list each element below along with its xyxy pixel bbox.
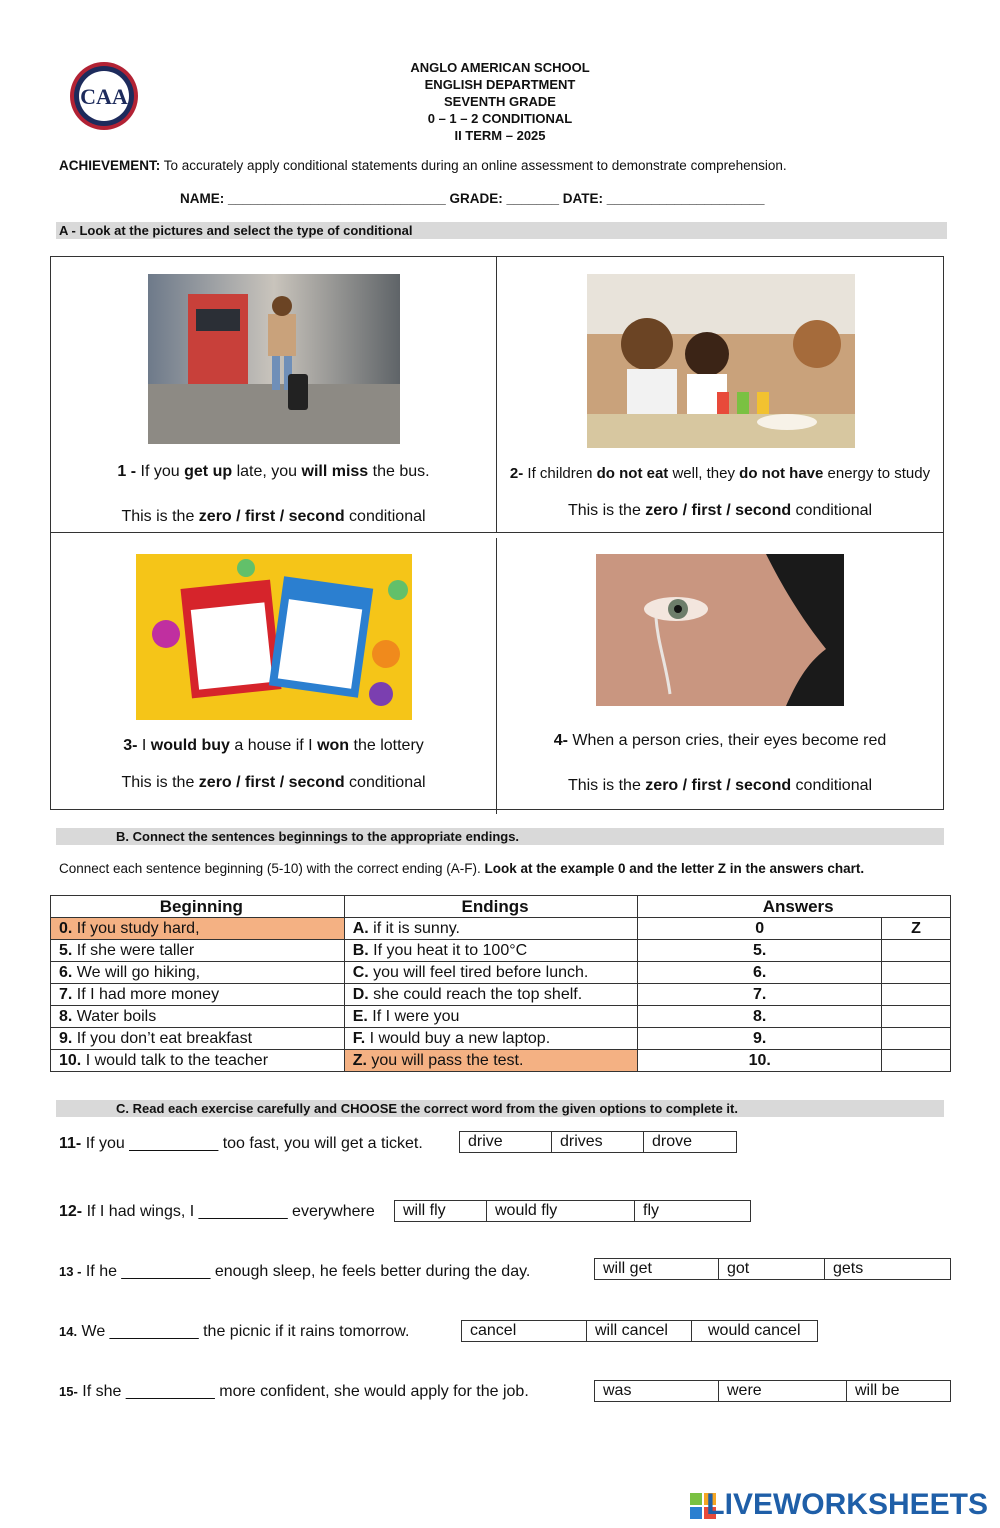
row-letter: C. <box>352 963 369 981</box>
instruction-text: Connect each sentence beginning (5-10) with the correct ending (A-F). <box>59 861 485 876</box>
answer-number: 0 <box>638 918 882 940</box>
question-number: 13 - <box>59 1264 82 1279</box>
question-number: 14. <box>59 1324 78 1339</box>
options-14 <box>461 1320 818 1342</box>
question-13 <box>59 1263 530 1281</box>
choice-options[interactable]: zero / first / second <box>198 508 345 525</box>
beginning-cell <box>51 1028 345 1050</box>
option[interactable]: cancel <box>462 1321 587 1341</box>
bold-verb: do not eat <box>596 465 669 482</box>
header-endings: Endings <box>344 896 638 918</box>
row-text: if it is sunny. <box>368 919 460 937</box>
row-letter: B. <box>352 941 369 959</box>
row-letter: D. <box>352 985 369 1003</box>
conditional-choice-1[interactable] <box>51 508 496 526</box>
school-logo <box>68 60 140 132</box>
question-text: We __________ the picnic if it rains tomorrow. <box>77 1323 410 1340</box>
question-text: If she __________ more confident, she would apply for the job. <box>77 1383 529 1400</box>
beginning-cell <box>51 918 345 940</box>
option[interactable]: would cancel <box>708 1322 801 1339</box>
ending-cell <box>344 940 638 962</box>
option[interactable]: were <box>719 1381 847 1401</box>
ending-cell <box>344 1028 638 1050</box>
picture-cell-1 <box>51 257 497 533</box>
crying-eye-picture <box>596 554 844 706</box>
row-text: If you don’t eat breakfast <box>72 1029 253 1047</box>
row-number: 0. <box>59 919 73 937</box>
table-row <box>51 940 951 962</box>
text: If children <box>523 465 597 482</box>
table-header-row <box>51 896 951 918</box>
header-beginning: Beginning <box>51 896 345 918</box>
row-text: you will feel tired before lunch. <box>368 963 589 981</box>
row-letter: A. <box>352 919 369 937</box>
option[interactable]: will cancel <box>587 1321 692 1341</box>
achievement <box>59 158 959 173</box>
options-13 <box>594 1258 951 1280</box>
text: the lottery <box>349 737 424 754</box>
table-row <box>51 1050 951 1072</box>
options-12 <box>394 1200 751 1222</box>
answer-input[interactable] <box>882 984 951 1006</box>
achievement-text: To accurately apply conditional statements during an online assessment to demonstrate comprehension. <box>160 158 787 173</box>
choice-options[interactable]: zero / first / second <box>645 502 792 519</box>
bold-verb: get up <box>184 463 233 480</box>
answer-input[interactable] <box>882 1050 951 1072</box>
choice-options[interactable]: zero / first / second <box>645 777 792 794</box>
row-number: 7. <box>59 985 73 1003</box>
row-number: 10. <box>59 1051 82 1069</box>
conditional-choice-2[interactable] <box>497 502 943 520</box>
option[interactable]: got <box>719 1259 825 1279</box>
item-number: 4- <box>553 732 568 749</box>
question-14 <box>59 1323 409 1341</box>
row-text: you will pass the test. <box>366 1051 524 1069</box>
sentence-1 <box>51 463 496 481</box>
row-text: I would buy a new laptop. <box>365 1029 551 1047</box>
bold-verb: do not have <box>739 465 824 482</box>
ending-cell <box>344 962 638 984</box>
header-answers: Answers <box>638 896 951 918</box>
table-row <box>51 918 951 940</box>
ending-cell <box>344 918 638 940</box>
text: the bus. <box>368 463 430 480</box>
table-row <box>51 984 951 1006</box>
text: conditional <box>344 508 426 525</box>
option[interactable]: fly <box>643 1202 659 1219</box>
header-line: SEVENTH GRADE <box>444 94 556 109</box>
option[interactable]: was <box>595 1381 719 1401</box>
row-number: 6. <box>59 963 73 981</box>
ending-cell <box>344 1050 638 1072</box>
row-letter: F. <box>352 1029 366 1047</box>
item-number: 2- <box>509 465 524 482</box>
achievement-label: ACHIEVEMENT: <box>59 158 161 173</box>
question-text: If I had wings, I __________ everywhere <box>82 1203 375 1220</box>
picture-grid <box>50 256 944 810</box>
section-a-title: A - Look at the pictures and select the type of conditional <box>56 222 947 239</box>
text: This is the <box>121 508 199 525</box>
question-11 <box>59 1135 423 1153</box>
beginning-cell <box>51 1050 345 1072</box>
item-number: 3- <box>123 737 138 754</box>
picture-cell-2 <box>497 257 943 533</box>
conditional-choice-3[interactable] <box>51 774 496 792</box>
text: When a person cries, their eyes become red <box>567 732 887 749</box>
beginning-cell <box>51 940 345 962</box>
header-line: ANGLO AMERICAN SCHOOL <box>410 60 590 75</box>
options-11 <box>459 1131 737 1153</box>
row-text: she could reach the top shelf. <box>368 985 583 1003</box>
question-number: 15- <box>59 1384 78 1399</box>
text: late, you <box>232 463 302 480</box>
beginning-cell <box>51 1006 345 1028</box>
bold-verb: won <box>317 737 350 754</box>
conditional-choice-4[interactable] <box>497 777 943 795</box>
text: conditional <box>791 777 873 794</box>
section-c-title: C. Read each exercise carefully and CHOOSE the correct word from the given options to complete it. <box>56 1100 944 1117</box>
section-b-instructions <box>59 861 959 876</box>
sentence-4 <box>497 732 943 750</box>
sentence-3 <box>51 737 496 755</box>
option[interactable]: drove <box>652 1133 693 1150</box>
picture-cell-3 <box>51 538 497 814</box>
option[interactable]: drives <box>552 1132 644 1152</box>
beginning-cell <box>51 962 345 984</box>
school-header <box>300 59 700 144</box>
row-text: We will go hiking, <box>72 963 201 981</box>
instruction-bold: Look at the example 0 and the letter Z in the answers chart. <box>484 861 865 876</box>
row-number: 9. <box>59 1029 73 1047</box>
sentence-2 <box>497 465 943 482</box>
row-text: If she were taller <box>72 941 195 959</box>
beginning-cell <box>51 984 345 1006</box>
text: energy to study <box>823 465 931 482</box>
bold-verb: would buy <box>150 737 230 754</box>
answer-input[interactable] <box>882 940 951 962</box>
header-line: ENGLISH DEPARTMENT <box>424 77 576 92</box>
text: well, they <box>668 465 740 482</box>
item-number: 1 - <box>117 463 137 480</box>
row-text: Water boils <box>72 1007 157 1025</box>
option[interactable]: gets <box>833 1260 864 1277</box>
matching-table <box>50 895 951 1072</box>
question-text: If you __________ too fast, you will get a ticket. <box>81 1135 423 1152</box>
table-row <box>51 1028 951 1050</box>
answer-number: 9. <box>638 1028 882 1050</box>
logo-text: CAA <box>80 84 128 109</box>
row-text: If you study hard, <box>72 919 200 937</box>
row-text: I would talk to the teacher <box>81 1051 269 1069</box>
row-letter: E. <box>352 1007 368 1025</box>
choice-options[interactable]: zero / first / second <box>198 774 345 791</box>
text: This is the <box>567 777 646 794</box>
answer-input[interactable] <box>882 1006 951 1028</box>
section-b-title: B. Connect the sentences beginnings to the appropriate endings. <box>56 828 944 845</box>
row-letter: Z. <box>352 1051 367 1069</box>
table-row <box>51 1006 951 1028</box>
header-line: 0 – 1 – 2 CONDITIONAL <box>427 111 573 126</box>
text: I <box>137 737 151 754</box>
text: If you <box>136 463 185 480</box>
answer-number: 7. <box>638 984 882 1006</box>
row-number: 5. <box>59 941 73 959</box>
ending-cell <box>344 984 638 1006</box>
text: This is the <box>567 502 646 519</box>
question-number: 11- <box>59 1135 82 1152</box>
header-line: II TERM – 2025 <box>454 128 546 143</box>
row-text: If you heat it to 100°C <box>368 941 528 959</box>
train-running-picture <box>148 274 400 444</box>
answer-number: 8. <box>638 1006 882 1028</box>
answer-input[interactable] <box>882 1028 951 1050</box>
lottery-picture <box>136 554 412 720</box>
table-row <box>51 962 951 984</box>
ending-cell <box>344 1006 638 1028</box>
text: a house if I <box>229 737 318 754</box>
option[interactable]: will fly <box>395 1201 487 1221</box>
question-15 <box>59 1383 529 1401</box>
option[interactable]: would fly <box>487 1201 635 1221</box>
answer-number: 6. <box>638 962 882 984</box>
option[interactable]: will be <box>855 1382 900 1399</box>
question-12 <box>59 1203 375 1221</box>
options-15 <box>594 1380 951 1402</box>
text: This is the <box>121 774 199 791</box>
picture-cell-4 <box>497 538 943 814</box>
answer-input[interactable] <box>882 962 951 984</box>
question-number: 12- <box>59 1203 83 1220</box>
children-eating-picture <box>587 274 855 448</box>
name-grade-date-line[interactable]: NAME: _____________________________ GRADE: _______ DATE: _____________________ <box>180 191 765 206</box>
row-number: 8. <box>59 1007 73 1025</box>
text: conditional <box>791 502 873 519</box>
text: conditional <box>344 774 426 791</box>
question-text: If he __________ enough sleep, he feels better during the day. <box>81 1263 531 1280</box>
answer-number: 10. <box>638 1050 882 1072</box>
bold-verb: will miss <box>301 463 369 480</box>
row-text: If I had more money <box>72 985 220 1003</box>
row-text: If I were you <box>367 1007 460 1025</box>
option[interactable]: drive <box>460 1132 552 1152</box>
option[interactable]: will get <box>595 1259 719 1279</box>
liveworksheets-brand: LIVEWORKSHEETS <box>706 1488 988 1521</box>
answer-input[interactable]: Z <box>882 918 951 940</box>
answer-number: 5. <box>638 940 882 962</box>
